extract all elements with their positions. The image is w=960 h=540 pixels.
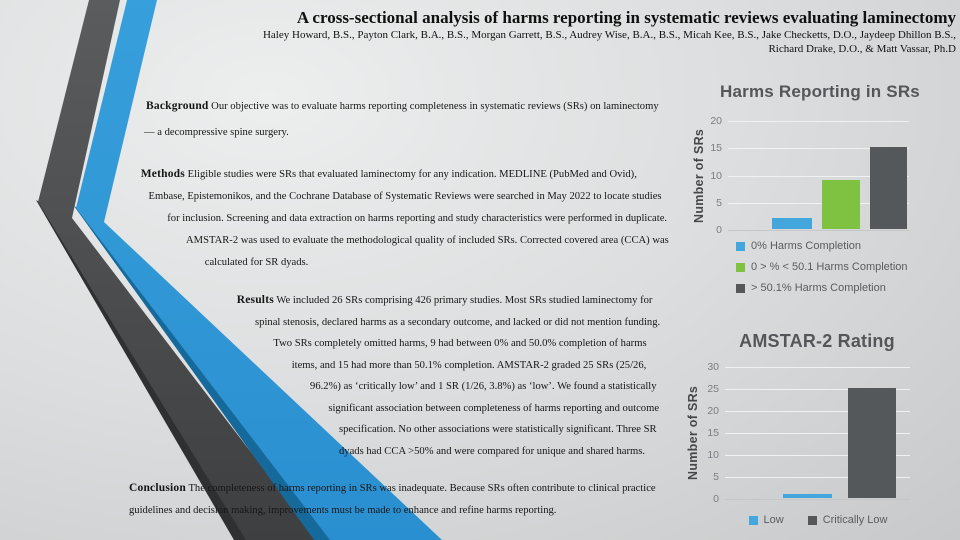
authors-line-2: Richard Drake, D.O., & Matt Vassar, Ph.D xyxy=(768,42,956,55)
abstract-section-methods xyxy=(129,163,669,274)
amstar-rating-chart xyxy=(680,326,920,540)
gridline xyxy=(728,121,909,122)
y-tick-label: 20 xyxy=(707,405,719,417)
legend-swatch xyxy=(736,242,745,251)
abstract-section-conclusion xyxy=(129,478,669,521)
y-axis-label: Number of SRs xyxy=(692,128,706,223)
y-tick-label: 10 xyxy=(710,169,722,182)
chart-title: Harms Reporting in SRs xyxy=(720,82,920,101)
plot-area xyxy=(728,121,909,230)
chart-title: AMSTAR-2 Rating xyxy=(739,331,895,351)
chart-legend xyxy=(736,240,908,294)
abstract-text-block xyxy=(129,93,669,521)
legend-swatch xyxy=(736,284,745,293)
y-tick-label: 5 xyxy=(713,471,719,483)
legend-label: 0 > % < 50.1 Harms Completion xyxy=(751,261,908,273)
legend-item xyxy=(736,282,908,294)
section-label: Background xyxy=(146,100,209,112)
chart-legend xyxy=(680,514,920,526)
y-tick-label: 0 xyxy=(713,493,719,505)
section-label: Conclusion xyxy=(129,482,186,494)
legend-label: 0% Harms Completion xyxy=(751,240,862,252)
y-tick-label: 25 xyxy=(707,383,719,395)
y-tick-label: 5 xyxy=(716,196,722,209)
section-text: Our objective was to evaluate harms reporting completeness in systematic reviews (SRs) on laminectomy — a decompressive spine surgery. xyxy=(143,101,659,138)
legend-swatch xyxy=(749,516,758,525)
section-label: Methods xyxy=(140,168,185,180)
plot-area xyxy=(725,367,910,499)
legend-label: Low xyxy=(763,514,784,526)
poster-header xyxy=(263,7,956,56)
y-tick-label: 20 xyxy=(710,115,722,127)
section-text: We included 26 SRs comprising 426 primary studies. Most SRs studied laminectomy for spinal stenosis, declared harms as a secondary outcome, and lacked or did not mention funding. Two SRs completely omitted harms, 9 had between 0% and 50.0% completion of harms items, and 15 had more than 50.1% completion. AMSTAR-2 graded 25 SRs (25/26, 96.2%) as ‘critically low’ and 1 SR (1/26, 3.8%) as ‘low’. We found a statistically significant association between completeness of harms reporting and outcome specification. No other associations were statistically significant. Three SR dyads had CCA >50% and were compared for unique and shared harms. xyxy=(255,295,661,457)
legend-item xyxy=(736,261,908,273)
bar xyxy=(783,494,832,498)
poster-title: A cross-sectional analysis of harms reporting in systematic reviews evaluating laminectomy xyxy=(296,8,956,27)
y-axis-label: Number of SRs xyxy=(686,385,700,481)
section-label: Results xyxy=(236,294,274,306)
authors-line-1: Haley Howard, B.S., Payton Clark, B.A., B.S., Morgan Garrett, B.S., Audrey Wise, B.A., B.S., Micah Kee, B.S., Jake Checketts, D.O., Jaydeep Dhillon B.S., xyxy=(262,29,956,41)
harms-reporting-chart xyxy=(680,82,920,317)
legend-item xyxy=(736,240,908,252)
gridline xyxy=(725,367,910,368)
y-tick-label: 10 xyxy=(707,449,719,461)
y-tick-label: 15 xyxy=(707,427,719,439)
gridline xyxy=(728,230,909,231)
bar xyxy=(848,388,896,498)
legend-item xyxy=(808,514,888,526)
y-tick-label: 15 xyxy=(710,142,722,155)
bar xyxy=(772,218,812,229)
legend-swatch xyxy=(736,263,745,272)
section-text: The completeness of harms reporting in SRs was inadequate. Because SRs often contribute to clinical practice guidelines and decision making, improvements must be made to enhance and refine harms reporting. xyxy=(129,483,656,516)
y-tick-label: 30 xyxy=(707,361,719,373)
legend-swatch xyxy=(808,516,817,525)
bar xyxy=(822,180,860,229)
y-tick-label: 0 xyxy=(716,224,722,236)
bar xyxy=(870,147,907,229)
gridline xyxy=(725,499,910,500)
legend-item xyxy=(749,514,784,526)
legend-label: Critically Low xyxy=(822,514,888,526)
section-text: Eligible studies were SRs that evaluated laminectomy for any indication. MEDLINE (PubMed and Ovid), Embase, Epistemonikos, and the Cochrane Database of Systematic Reviews were searched in May 2022 to locate studies for inclusion. Screening and data extraction on harms reporting and study characteristics were performed in duplicate. AMSTAR-2 was used to evaluate the methodological quality of included SRs. Corrected covered area (CCA) was calculated for SR dyads. xyxy=(148,169,669,268)
legend-label: > 50.1% Harms Completion xyxy=(751,282,886,294)
abstract-section-background xyxy=(129,93,669,146)
